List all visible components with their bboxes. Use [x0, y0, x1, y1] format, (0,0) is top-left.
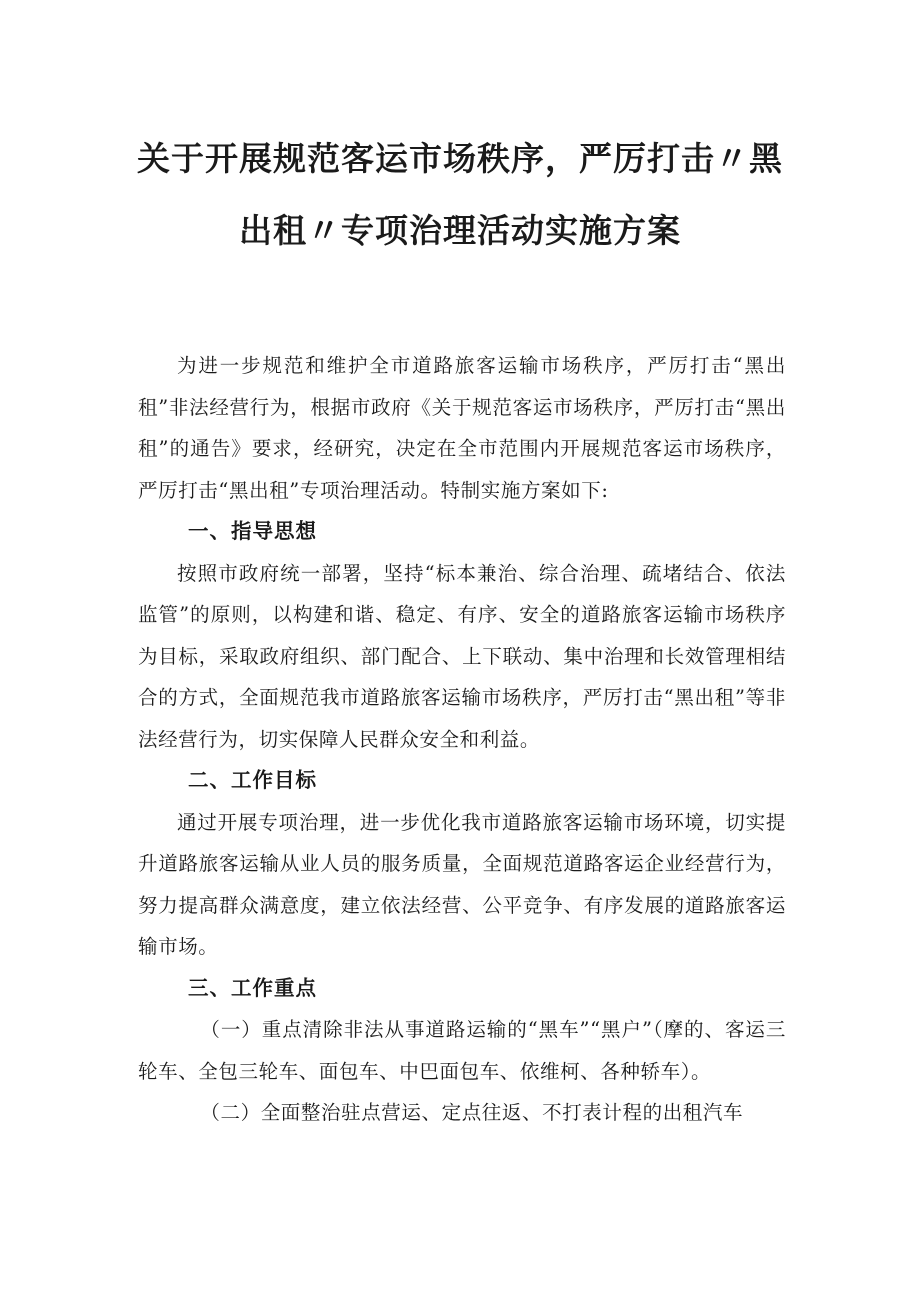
section-heading-guiding-ideology: 一、指导思想	[188, 519, 317, 543]
section-heading-work-focus: 三、工作重点	[188, 975, 317, 1000]
document-body	[138, 345, 786, 1134]
section-paragraph: 按照市政府统一部署，坚持“标本兼治、综合治理、疏堵结合、依法监管”的原则，以构建和谐、稳定、有序、安全的道路旅客运输市场秩序为目标，采取政府组织、部门配合、上下联动、集中治理和长效管理相结合的方式，全面规范我市道路旅客运输市场秩序，严厉打击“黑出租”等非法经营行为，切实保障人民群众安全和利益。	[138, 561, 786, 751]
section-paragraph: 通过开展专项治理，进一步优化我市道路旅客运输市场环境，切实提升道路旅客运输从业人员的服务质量，全面规范道路客运企业经营行为，努力提高群众满意度，建立依法经营、公平竞争、有序发展的道路旅客运输市场。	[138, 810, 786, 958]
document-title-line-2: 出租〃专项治理活动实施方案	[239, 211, 681, 250]
intro-paragraph: 为进一步规范和维护全市道路旅客运输市场秩序，严厉打击“黑出租”非法经营行为，根据市政府《关于规范客运市场秩序，严厉打击“黑出租”的通告》要求，经研究，决定在全市范围内开展规范客运市场秩序，严厉打击“黑出租”专项治理活动。特制实施方案如下:	[138, 354, 786, 502]
focus-item-1: （一）重点清除非法从事道路运输的“黑车”“黑户”（摩的、客运三轮车、全包三轮车、面包车、中巴面包车、依维柯、各种轿车）。	[138, 1018, 786, 1083]
section-heading-work-goals: 二、工作目标	[188, 768, 317, 792]
focus-item-2: （二）全面整治驻点营运、定点往返、不打表计程的出租汽车	[200, 1101, 744, 1124]
document-title-line-1: 关于开展规范客运市场秩序，严厉打击〃黑	[137, 139, 783, 178]
